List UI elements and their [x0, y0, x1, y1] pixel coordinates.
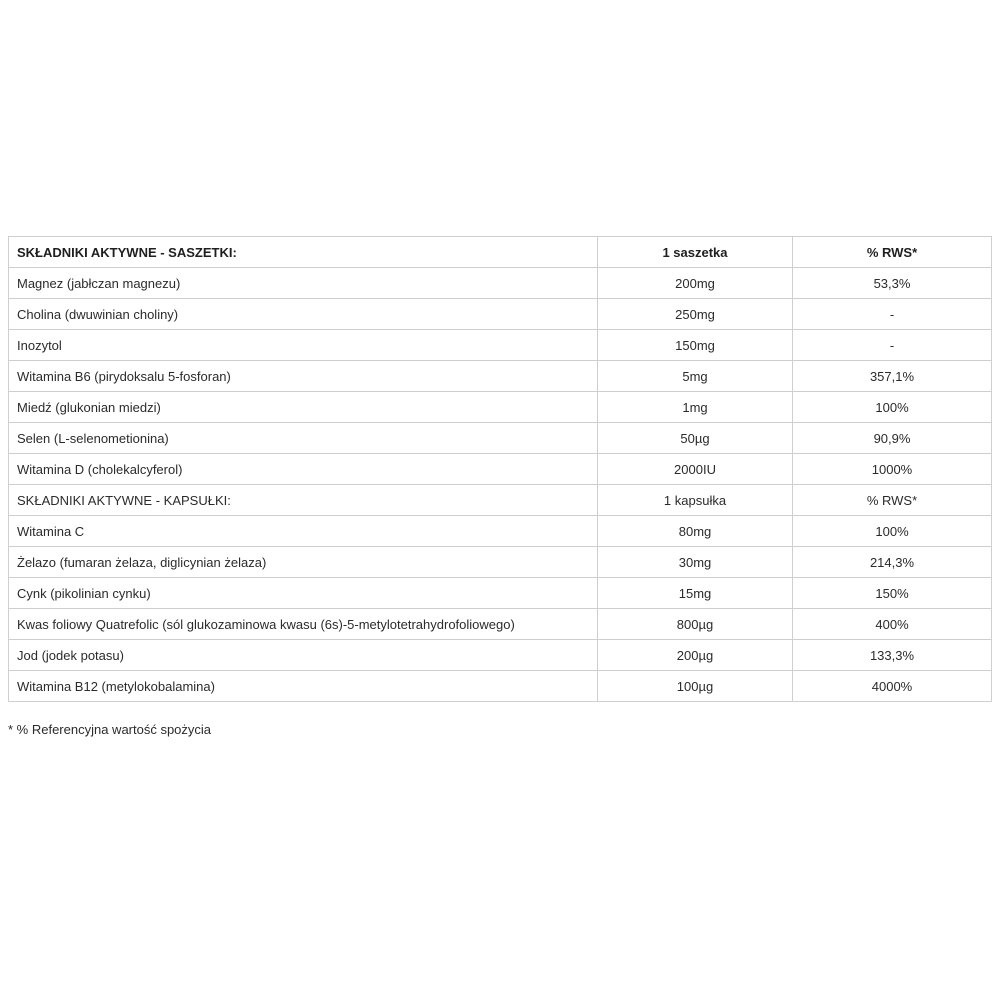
amount-cell: 1 kapsułka [598, 485, 793, 516]
ingredient-name-cell: Miedź (glukonian miedzi) [9, 392, 598, 423]
rws-percent-cell: - [793, 330, 992, 361]
rws-percent-cell: 1000% [793, 454, 992, 485]
table-row [9, 609, 992, 640]
table-row [9, 485, 992, 516]
amount-cell: 80mg [598, 516, 793, 547]
amount-cell: 100µg [598, 671, 793, 702]
nutrition-table-body [9, 237, 992, 702]
ingredient-name-cell: Cholina (dwuwinian choliny) [9, 299, 598, 330]
amount-cell: 15mg [598, 578, 793, 609]
ingredient-name-cell: SKŁADNIKI AKTYWNE - KAPSUŁKI: [9, 485, 598, 516]
table-row [9, 578, 992, 609]
footnote: * % Referencyjna wartość spożycia [8, 722, 212, 737]
ingredient-name-cell: Kwas foliowy Quatrefolic (sól glukozaminowa kwasu (6s)-5-metylotetrahydrofoliowego) [9, 609, 598, 640]
amount-cell: 200mg [598, 268, 793, 299]
rws-percent-cell: 90,9% [793, 423, 992, 454]
ingredient-name-cell: Witamina B12 (metylokobalamina) [9, 671, 598, 702]
ingredient-name-cell: Inozytol [9, 330, 598, 361]
rws-percent-cell: 100% [793, 392, 992, 423]
nutrition-table [8, 236, 992, 702]
amount-cell: 1 saszetka [598, 237, 793, 268]
amount-cell: 200µg [598, 640, 793, 671]
table-row [9, 423, 992, 454]
ingredient-name-cell: Witamina C [9, 516, 598, 547]
rws-percent-cell: 214,3% [793, 547, 992, 578]
rws-percent-cell: % RWS* [793, 237, 992, 268]
table-row [9, 361, 992, 392]
amount-cell: 2000IU [598, 454, 793, 485]
rws-percent-cell: 53,3% [793, 268, 992, 299]
ingredient-name-cell: Witamina B6 (pirydoksalu 5-fosforan) [9, 361, 598, 392]
amount-cell: 30mg [598, 547, 793, 578]
table-row [9, 330, 992, 361]
rws-percent-cell: - [793, 299, 992, 330]
ingredient-name-cell: Witamina D (cholekalcyferol) [9, 454, 598, 485]
table-row [9, 516, 992, 547]
table-row [9, 237, 992, 268]
nutrition-table-container [8, 236, 991, 702]
rws-percent-cell: 100% [793, 516, 992, 547]
rws-percent-cell: % RWS* [793, 485, 992, 516]
table-row [9, 640, 992, 671]
table-row [9, 299, 992, 330]
rws-percent-cell: 4000% [793, 671, 992, 702]
rws-percent-cell: 150% [793, 578, 992, 609]
ingredient-name-cell: Cynk (pikolinian cynku) [9, 578, 598, 609]
table-row [9, 547, 992, 578]
amount-cell: 150mg [598, 330, 793, 361]
amount-cell: 1mg [598, 392, 793, 423]
amount-cell: 50µg [598, 423, 793, 454]
rws-percent-cell: 133,3% [793, 640, 992, 671]
rws-percent-cell: 357,1% [793, 361, 992, 392]
ingredient-name-cell: SKŁADNIKI AKTYWNE - SASZETKI: [9, 237, 598, 268]
amount-cell: 250mg [598, 299, 793, 330]
table-row [9, 392, 992, 423]
amount-cell: 5mg [598, 361, 793, 392]
table-row [9, 268, 992, 299]
table-row [9, 671, 992, 702]
rws-percent-cell: 400% [793, 609, 992, 640]
table-row [9, 454, 992, 485]
amount-cell: 800µg [598, 609, 793, 640]
ingredient-name-cell: Żelazo (fumaran żelaza, diglicynian żelaza) [9, 547, 598, 578]
ingredient-name-cell: Magnez (jabłczan magnezu) [9, 268, 598, 299]
ingredient-name-cell: Selen (L-selenometionina) [9, 423, 598, 454]
ingredient-name-cell: Jod (jodek potasu) [9, 640, 598, 671]
